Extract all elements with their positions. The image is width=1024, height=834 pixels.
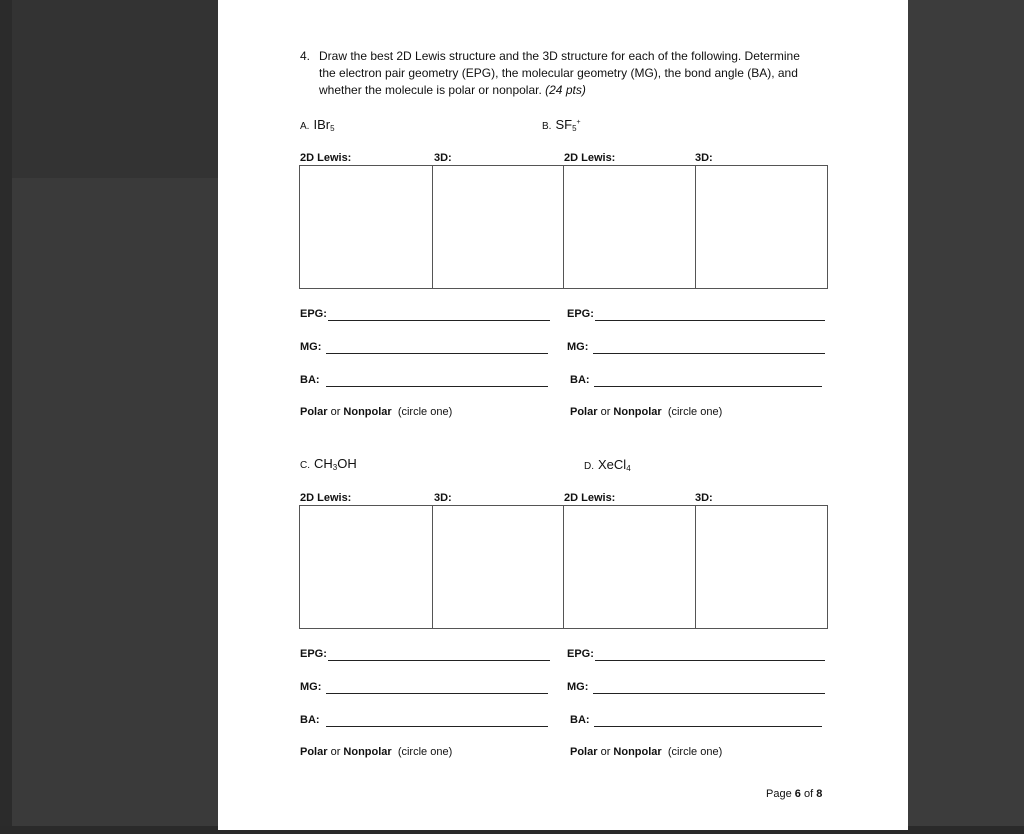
d-3d-label: 3D: [695,492,713,504]
c-mg-label: MG: [300,681,322,693]
a-3d-drawing-box[interactable] [432,165,564,289]
a-nonpolar-option[interactable]: Nonpolar [343,406,392,418]
page-word: Page [766,788,792,800]
a-epg-label: EPG: [300,308,327,320]
document-page [218,0,908,830]
b-ba-label: BA: [570,374,590,386]
question-line-3 [319,82,586,99]
b-polar-option[interactable]: Polar [570,406,598,418]
d-lewis-label: 2D Lewis: [564,492,616,504]
b-mg-line[interactable] [593,353,825,354]
molecule-c-letter: C. [300,460,310,471]
d-3d-drawing-box[interactable] [695,505,828,629]
molecule-b-label [542,117,581,133]
left-viewer-panel [0,0,218,834]
c-ba-line[interactable] [326,726,548,727]
b-3d-drawing-box[interactable] [695,165,828,289]
page-of-word: of [803,788,814,800]
molecule-d-letter: D. [584,461,594,472]
question-line-1: Draw the best 2D Lewis structure and the 3D structure for each of the following. Determine [319,49,800,63]
a-circle-instruction: (circle one) [397,406,453,418]
c-epg-line[interactable] [328,660,550,661]
question-line-3-text: whether the molecule is polar or nonpolar. [319,83,542,97]
left-panel-band [12,0,218,178]
d-lewis-drawing-box[interactable] [563,505,696,629]
question-number: 4. [300,49,311,63]
d-ba-label: BA: [570,714,590,726]
molecule-d-formula: XeCl [598,457,627,472]
a-ba-line[interactable] [326,386,548,387]
b-ba-line[interactable] [594,386,822,387]
a-ba-label: BA: [300,374,320,386]
page-number [766,788,822,800]
d-mg-label: MG: [567,681,589,693]
a-lewis-label: 2D Lewis: [300,152,352,164]
molecule-c-subscript: 3 [332,463,338,472]
b-or-word: or [600,406,611,418]
molecule-b-subscript: 5 [572,124,577,133]
molecule-b-formula: SF [555,117,573,132]
b-3d-label: 3D: [695,152,713,164]
molecule-a-formula: IBr [313,117,331,132]
c-polar-option[interactable]: Polar [300,746,328,758]
c-3d-drawing-box[interactable] [432,505,564,629]
question-line-2: the electron pair geometry (EPG), the molecular geometry (MG), the bond angle (BA), and [319,66,798,80]
page-total: 8 [816,788,823,800]
a-3d-label: 3D: [434,152,452,164]
molecule-a-subscript: 5 [330,124,335,133]
c-ba-label: BA: [300,714,320,726]
b-epg-line[interactable] [595,320,825,321]
a-polarity-choice [300,406,452,418]
a-mg-label: MG: [300,341,322,353]
molecule-a-letter: A. [300,121,310,132]
molecule-a-label [300,117,335,133]
d-polar-option[interactable]: Polar [570,746,598,758]
d-epg-label: EPG: [567,648,594,660]
a-or-word: or [330,406,341,418]
d-mg-line[interactable] [593,693,825,694]
b-lewis-label: 2D Lewis: [564,152,616,164]
b-circle-instruction: (circle one) [667,406,723,418]
molecule-b-letter: B. [542,121,552,132]
c-mg-line[interactable] [326,693,548,694]
molecule-c-label [300,456,357,472]
question-points: (24 pts) [545,83,586,97]
d-polarity-choice [570,746,722,758]
c-polarity-choice [300,746,452,758]
b-nonpolar-option[interactable]: Nonpolar [613,406,662,418]
c-epg-label: EPG: [300,648,327,660]
a-lewis-drawing-box[interactable] [299,165,433,289]
b-epg-label: EPG: [567,308,594,320]
molecule-b-superscript: + [576,119,581,126]
d-nonpolar-option[interactable]: Nonpolar [613,746,662,758]
a-mg-line[interactable] [326,353,548,354]
molecule-d-subscript: 4 [626,464,631,473]
molecule-c-formula-pre: CH [314,456,333,471]
c-lewis-label: 2D Lewis: [300,492,352,504]
page-current: 6 [794,788,801,800]
d-epg-line[interactable] [595,660,825,661]
c-3d-label: 3D: [434,492,452,504]
a-polar-option[interactable]: Polar [300,406,328,418]
b-mg-label: MG: [567,341,589,353]
a-epg-line[interactable] [328,320,550,321]
c-lewis-drawing-box[interactable] [299,505,433,629]
molecule-d-label [584,457,631,473]
c-circle-instruction: (circle one) [397,746,453,758]
b-polarity-choice [570,406,722,418]
d-circle-instruction: (circle one) [667,746,723,758]
b-lewis-drawing-box[interactable] [563,165,696,289]
left-edge-strip [0,0,12,834]
d-or-word: or [600,746,611,758]
right-viewer-panel [908,0,1024,834]
c-nonpolar-option[interactable]: Nonpolar [343,746,392,758]
d-ba-line[interactable] [594,726,822,727]
molecule-c-formula-post: OH [337,456,357,471]
c-or-word: or [330,746,341,758]
